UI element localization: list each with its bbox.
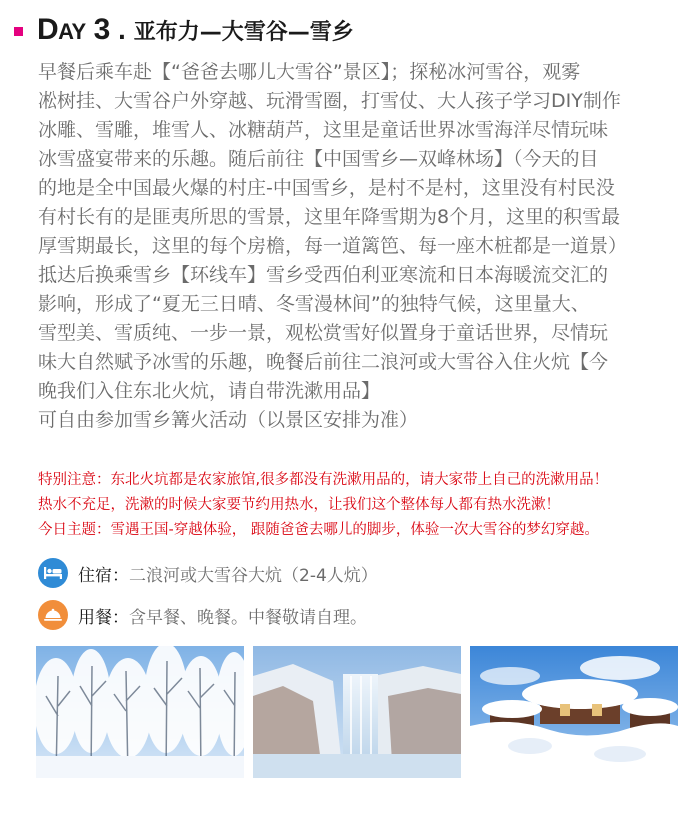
day-title: . 亚布力—大雪谷—雪乡 xyxy=(117,19,354,45)
text-line: 冰雪盛宴带来的乐趣。随后前往【中国雪乡—双峰林场】（今天的目 xyxy=(38,148,599,170)
text-line: 的地是全中国最火爆的村庄-中国雪乡，是村不是村，这里没有村民没 xyxy=(38,177,615,199)
meal-cloche-icon xyxy=(38,600,68,630)
text-line: 可自由参加雪乡篝火活动（以景区安排为准） xyxy=(38,409,419,431)
bullet-square xyxy=(14,27,23,36)
text-line: 影响，形成了“夏无三日晴、冬雪漫林间”的独特气候，这里量大、 xyxy=(38,293,590,315)
itinerary-description xyxy=(38,58,688,435)
snow-village-photo xyxy=(470,646,678,778)
notice-line: 热水不充足，洗漱的时候大家要节约用热水，让我们这个整体每人都有热水洗漱！ xyxy=(38,497,560,513)
day-label: DAY 3 xyxy=(37,13,110,46)
accommodation-value: 二浪河或大雪谷大炕（2-4人炕） xyxy=(129,565,378,586)
text-line: 抵达后换乘雪乡【环线车】雪乡受西伯利亚寒流和日本海暖流交汇的 xyxy=(38,264,609,286)
notice-line: 今日主题：雪遇王国-穿越体验， 跟随爸爸去哪儿的脚步，体验一次大雪谷的梦幻穿越。 xyxy=(38,522,599,538)
text-line: 凇树挂、大雪谷户外穿越、玩滑雪圈，打雪仗、大人孩子学习DIY制作 xyxy=(38,90,621,112)
text-line: 味大自然赋予冰雪的乐趣，晚餐后前往二浪河或大雪谷入住火炕【今 xyxy=(38,351,609,373)
meals-label: 用餐： xyxy=(78,607,129,628)
bed-icon xyxy=(38,558,68,588)
text-line: 有村长有的是匪夷所思的雪景，这里年降雪期为8个月，这里的积雪最 xyxy=(38,206,621,228)
special-notice xyxy=(38,468,688,543)
text-line: 冰雕、雪雕，堆雪人、冰糖葫芦，这里是童话世界冰雪海洋尽情玩味 xyxy=(38,119,609,141)
text-line: 厚雪期最长，这里的每个房檐，每一道篱笆、每一座木桩都是一道景） xyxy=(38,235,628,257)
text-line: 早餐后乘车赴【“爸爸去哪儿大雪谷”景区】；探秘冰河雪谷，观雾 xyxy=(38,61,581,83)
snow-covered-forest-photo xyxy=(36,646,244,778)
text-line: 雪型美、雪质纯、一步一景，观松赏雪好似置身于童话世界，尽情玩 xyxy=(38,322,609,344)
meals-value: 含早餐、晚餐。中餐敬请自理。 xyxy=(129,607,367,628)
photo-strip xyxy=(36,646,678,778)
frozen-waterfall-photo xyxy=(253,646,461,778)
text-line: 晚我们入住东北火炕，请自带洗漱用品】 xyxy=(38,380,381,402)
meals-row xyxy=(38,600,367,630)
accommodation-label: 住宿： xyxy=(78,565,129,586)
accommodation-row xyxy=(38,558,378,588)
day-header xyxy=(14,10,354,50)
notice-line: 特别注意：东北火坑都是农家旅馆,很多都没有洗漱用品的，请大家带上自己的洗漱用品！ xyxy=(38,472,609,488)
